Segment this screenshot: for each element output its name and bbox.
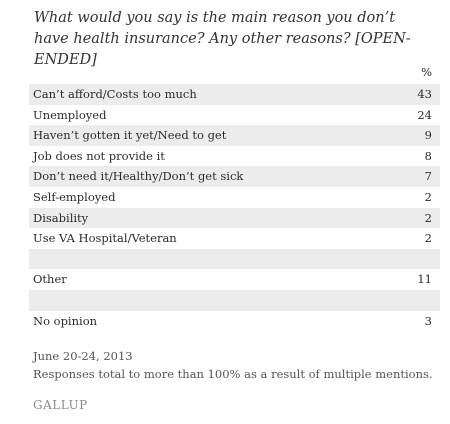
row-label: No opinion [33,313,98,328]
row-value: 9 [424,128,432,143]
table-row [29,208,440,229]
row-label: Don’t need it/Healthy/Don’t get sick [33,169,244,184]
row-label: Use VA Hospital/Veteran [33,231,177,246]
table-row [29,105,440,126]
table-row [29,228,440,249]
row-value: 2 [424,210,432,225]
table-row-spacer [29,249,440,270]
chart-title: What would you say is the main reason you don’t have health insurance? Any other reasons? [OPEN-ENDED] [34,10,411,68]
row-value: 8 [424,148,432,163]
percent-column-header: % [421,65,432,79]
survey-date: June 20-24, 2013 [33,349,133,363]
row-label: Self-employed [33,189,116,204]
footnote: Responses total to more than 100% as a result of multiple mentions. [33,367,433,381]
row-label: Unemployed [33,107,107,122]
table-row [29,84,440,105]
row-label: Haven’t gotten it yet/Need to get [33,128,227,143]
row-value: 3 [424,313,432,328]
table-row [29,125,440,146]
row-value: 24 [417,107,432,122]
table-row [29,166,440,187]
table-row-spacer [29,290,440,311]
gallup-logo: GALLUP [33,398,88,412]
row-label: Disability [33,210,89,225]
row-value: 2 [424,231,432,246]
table-row [29,311,440,332]
row-value: 7 [424,169,432,184]
row-label: Job does not provide it [33,148,165,163]
row-label: Other [33,272,67,287]
table-row [29,146,440,167]
row-value: 43 [417,87,432,101]
table-row [29,187,440,208]
results-table [29,62,440,331]
row-value: 2 [424,189,432,204]
row-label: Can’t afford/Costs too much [33,87,197,101]
table-row [29,269,440,290]
row-value: 11 [417,272,432,287]
table-header-row [29,62,440,84]
